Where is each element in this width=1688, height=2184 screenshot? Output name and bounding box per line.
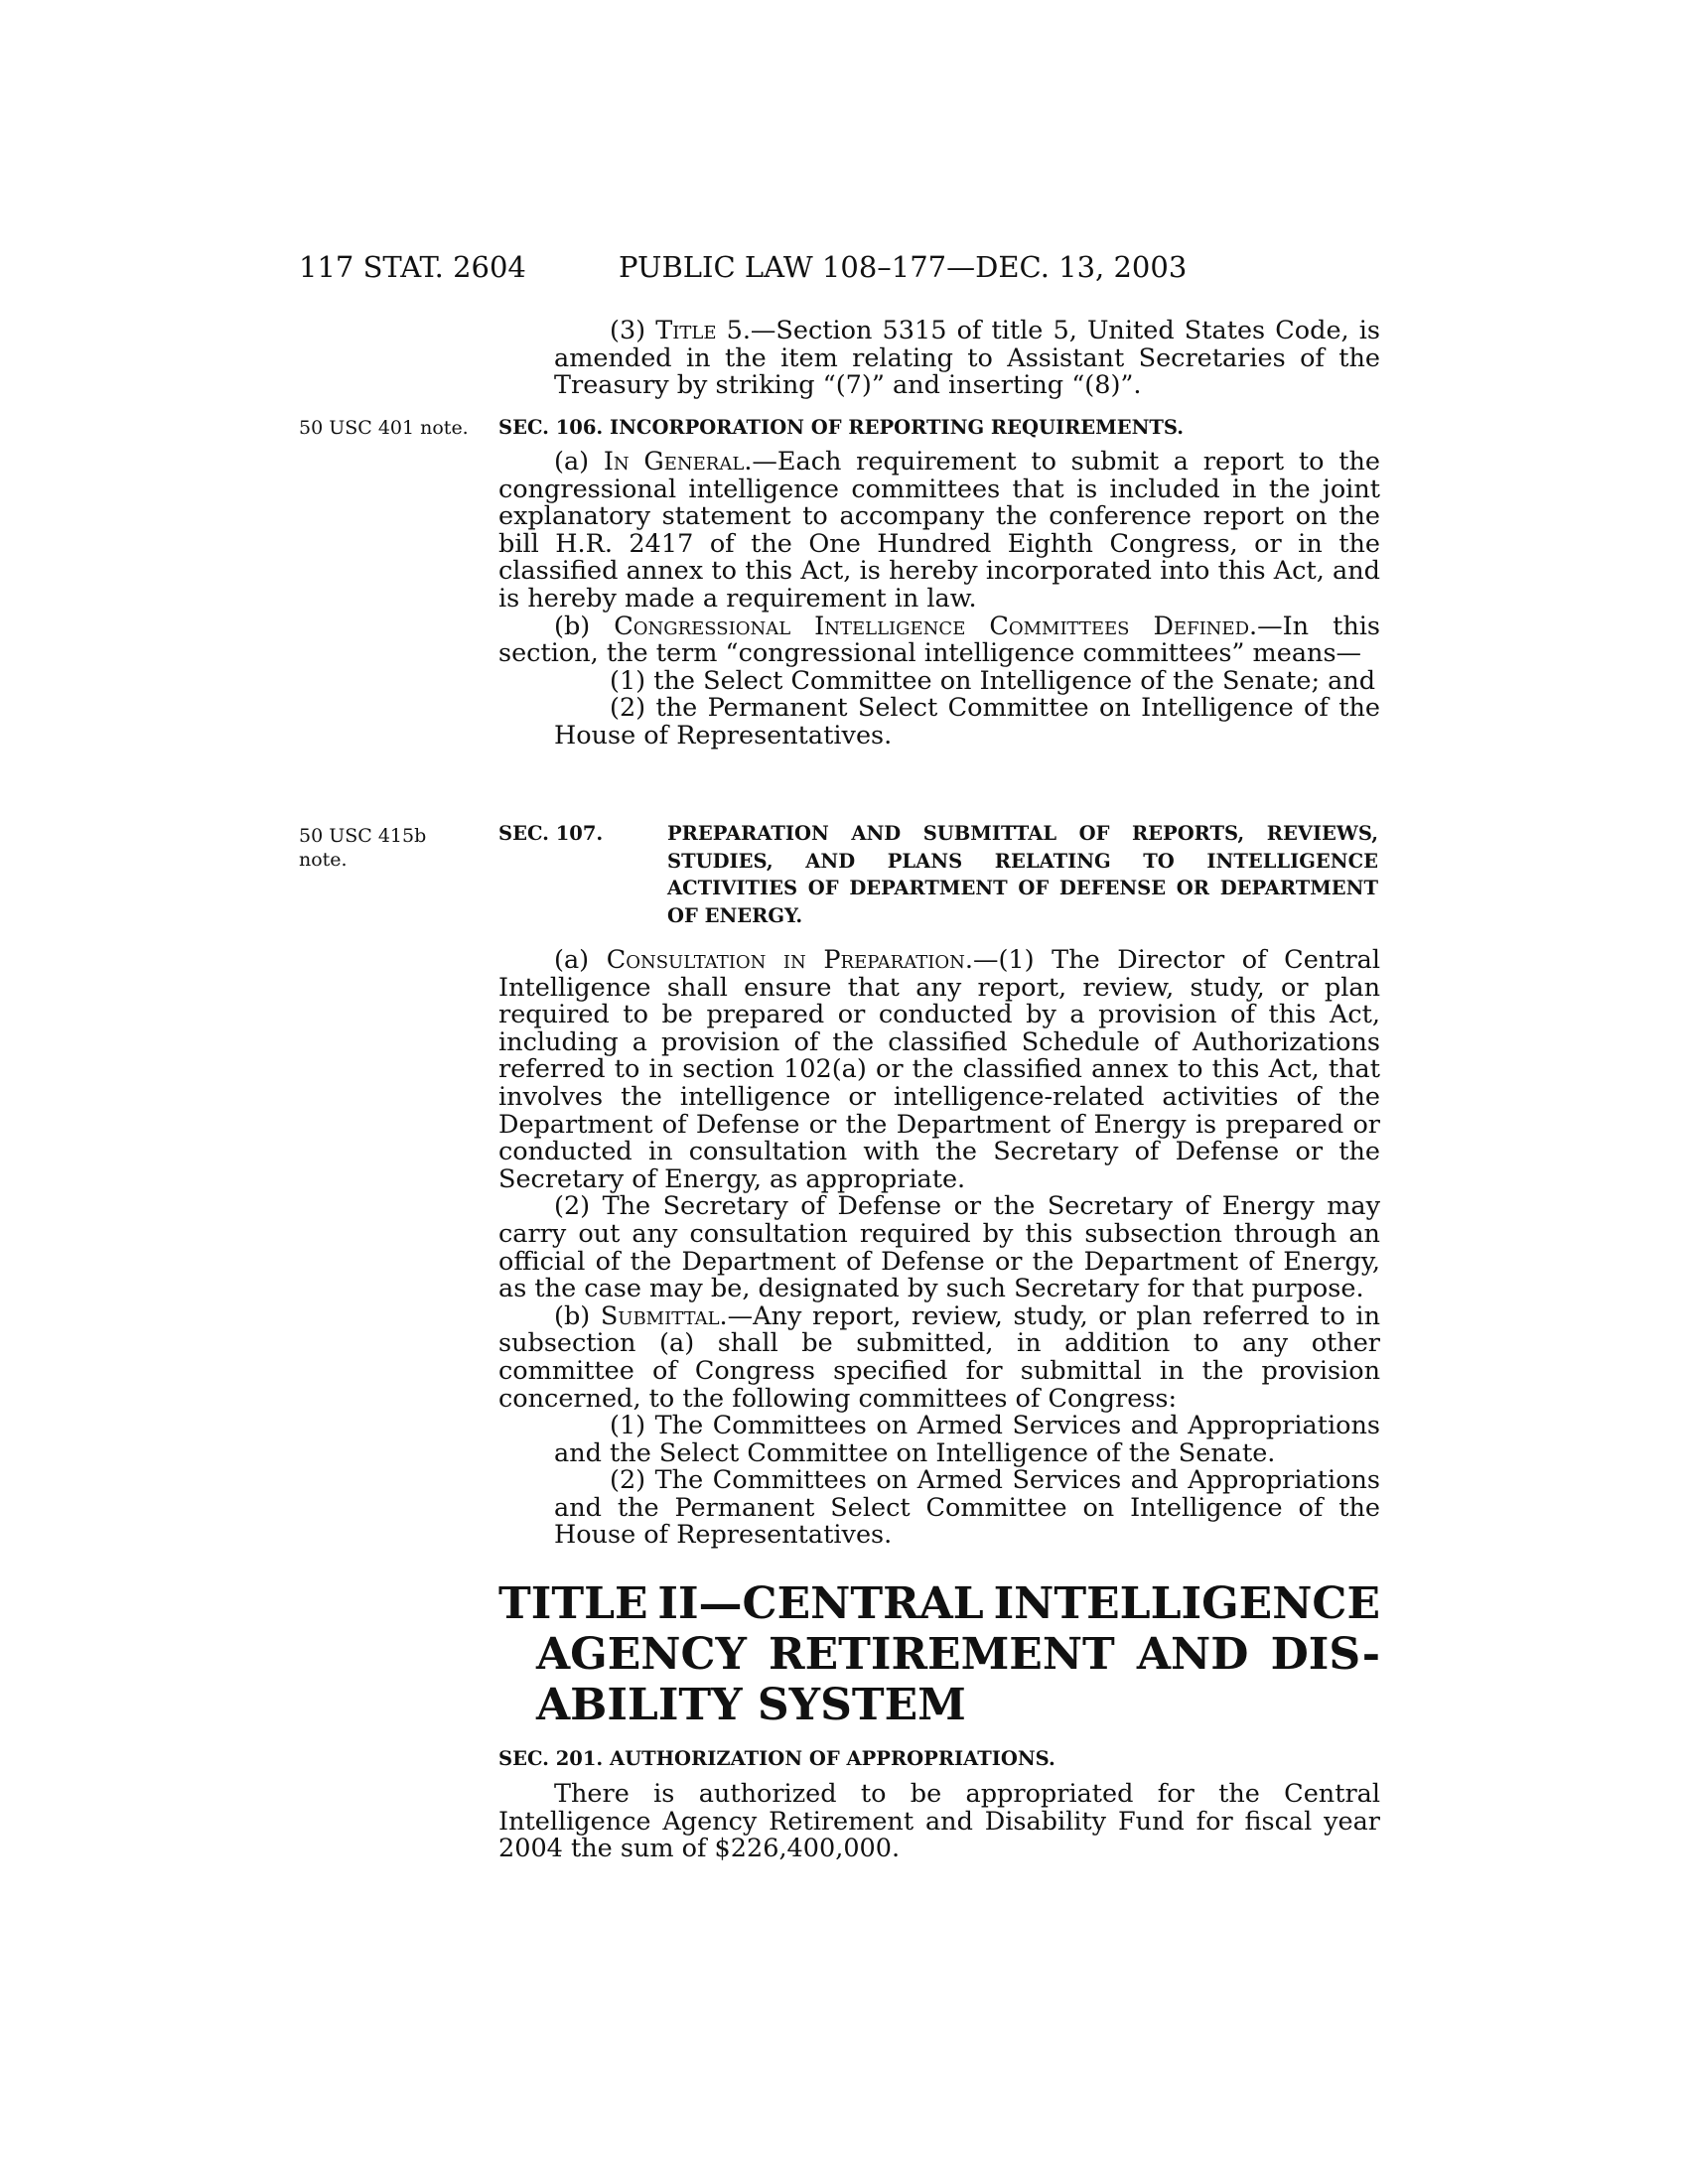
title-word: DIS- bbox=[1270, 1629, 1380, 1680]
sec106-heading: SEC. 106. INCORPORATION OF REPORTING REQUIREMENTS. bbox=[498, 416, 1185, 439]
title-word: AGENCY bbox=[536, 1629, 747, 1680]
sec201-body bbox=[498, 1781, 1380, 1863]
sec106-subsection-a bbox=[498, 449, 1380, 614]
title5-paragraph bbox=[498, 318, 1380, 400]
subsection-text: .—In this section, the term “congressional intelligence committees” means— bbox=[498, 611, 1380, 669]
sec107-heading-text: PREPARATION AND SUBMITTAL OF REPORTS, REVIEWS, STUDIES, AND PLANS RELATING TO INTELLIGENCE ACTIVITIES OF DEPARTMENT OF DEFENSE OR DEPARTMENT OF ENERGY. bbox=[667, 822, 1378, 927]
para-label: Title 5 bbox=[655, 316, 743, 345]
margin-note-sec106: 50 USC 401 note. bbox=[299, 417, 469, 439]
running-header: PUBLIC LAW 108–177—DEC. 13, 2003 bbox=[619, 250, 1188, 284]
sec106-item-1: (1) the Select Committee on Intelligence of the Senate; and bbox=[610, 665, 1376, 696]
sec107-item-1: (1) The Committees on Armed Services and Appropriations and the Select Committee on Intelligence of the Senate. bbox=[554, 1411, 1380, 1468]
title-word: AND bbox=[1136, 1629, 1249, 1680]
sec107-subsection-a2: (2) The Secretary of Defense or the Secretary of Energy may carry out any consultation required by this subsection through an official of the Department of Defense or the Department of Energy, as the case may be, designated by such Secretary for that purpose. bbox=[498, 1191, 1380, 1304]
sec107-item-2: (2) The Committees on Armed Services and Appropriations and the Permanent Select Committee on Intelligence of the House of Representatives. bbox=[554, 1465, 1380, 1551]
subsection-number: (a) bbox=[554, 447, 604, 477]
sec201-heading: SEC. 201. AUTHORIZATION OF APPROPRIATIONS. bbox=[498, 1747, 1055, 1770]
subsection-text: .—Each requirement to submit a report to the congressional intelligence committees that is included in the joint explanatory statement to accompany the conference report on the bill H.R. 2417 of the One Hundred Eighth Congress, or in the classified annex to this Act, is hereby incorporated into this Act, and is hereby made a requirement in law. bbox=[498, 447, 1380, 614]
para-text: .—Section 5315 of title 5, United States Code, is amended in the item relating to Assistant Secretaries of the Treasury by striking “(7)” and inserting “(8)”. bbox=[554, 316, 1380, 401]
subsection-number: (b) bbox=[554, 1300, 601, 1331]
subsection-label: Consultation in Preparation bbox=[606, 945, 965, 975]
subsection-text: .—Any report, review, study, or plan referred to in subsection (a) shall be submitted, in addition to any other committee of Congress specified for submittal in the provision concerned, to the following committees of Congress: bbox=[498, 1300, 1381, 1414]
sec201-text: There is authorized to be appropriated for the Central Intelligence Agency Retirement and Disability Fund for fiscal year 2004 the sum of $226,400,000. bbox=[498, 1779, 1380, 1864]
title-word: II—CENTRAL bbox=[657, 1578, 984, 1629]
stat-page-number: 117 STAT. 2604 bbox=[299, 250, 526, 284]
sec106-item-2: (2) the Permanent Select Committee on Intelligence of the House of Representatives. bbox=[554, 693, 1380, 751]
sec107-subsection-a bbox=[498, 947, 1380, 1193]
sec106-body bbox=[498, 449, 1380, 751]
sec107-subsection-b bbox=[498, 1300, 1381, 1414]
title-word: RETIREMENT bbox=[769, 1629, 1115, 1680]
sec107-body bbox=[498, 947, 1380, 1550]
subsection-text: .—(1) The Director of Central Intelligence shall ensure that any report, review, study, or plan required to be prepared or conducted by a provision of this Act, including a provision of the classified Schedule of Authorizations referred to in section 102(a) or the classified annex to this Act, that involves the intelligence or intelligence-related activities of the Department of Defense or the Department of Energy is prepared or conducted in consultation with the Secretary of Defense or the Secretary of Energy, as appropriate. bbox=[498, 945, 1381, 1194]
title-line-3 bbox=[498, 1680, 1380, 1730]
subsection-label: Submittal bbox=[600, 1300, 720, 1331]
para-number: (3) bbox=[610, 316, 656, 345]
sec107-heading bbox=[498, 820, 1380, 929]
margin-note-sec107 bbox=[299, 824, 426, 872]
subsection-label: In General bbox=[603, 447, 745, 477]
title-word: ABILITY SYSTEM bbox=[536, 1680, 966, 1730]
sec106-subsection-b bbox=[498, 611, 1380, 669]
subsection-number: (b) bbox=[554, 611, 615, 641]
subsection-label: Congressional Intelligence Committees Defined bbox=[614, 611, 1249, 641]
title-word: TITLE bbox=[498, 1578, 648, 1629]
title-line-1 bbox=[498, 1578, 1380, 1629]
margin-note-line: 50 USC 415b bbox=[299, 825, 427, 847]
title-line-2 bbox=[498, 1629, 1380, 1680]
subsection-number: (a) bbox=[554, 945, 607, 975]
title-ii-heading bbox=[498, 1578, 1380, 1730]
margin-note-line: note. bbox=[299, 849, 348, 871]
title-word: INTELLIGENCE bbox=[993, 1578, 1380, 1629]
sec107-heading-label: SEC. 107. bbox=[498, 822, 604, 845]
